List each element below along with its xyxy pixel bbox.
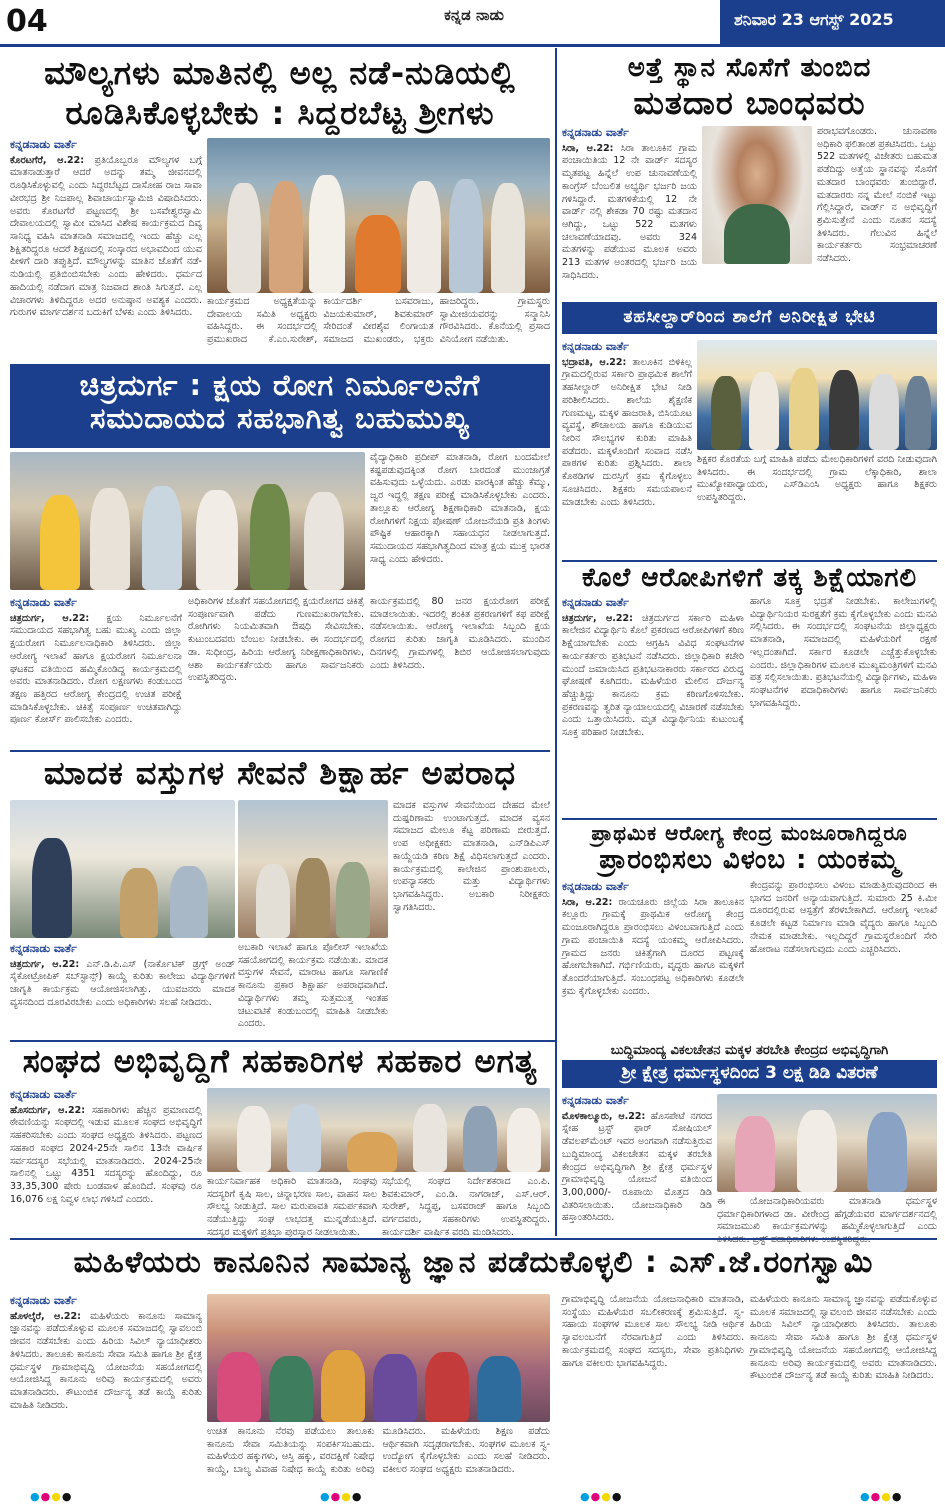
s4-body-left-text: ಕ್ಷಯ ನಿರ್ಮೂಲನೆಗೆ ಸಮುದಾಯದ ಸಹಭಾಗಿತ್ವ ಬಹು ಮುಖ್ಯ ಎಂದು ಜಿಲ್ಲಾ ಕ್ಷಯರೋಗ ನಿರ್ಮೂಲನಾಧಿಕಾರಿ ತಿಳಿಸಿದರು. ಜಿಲ್ಲಾ ಆರೋಗ್ಯ ಇಲಾಖೆ ಹಾಗೂ ಕ್ಷಯರೋಗ ನಿರ್ಮೂಲನಾ ಘಟಕದ ವತಿಯಿಂದ ಹಮ್ಮಿಕೊಂಡಿದ್ದ ಕಾರ್ಯಕ್ರಮದಲ್ಲಿ ಅವರು ಮಾತನಾಡಿದರು. ರೋಗ ಲಕ್ಷಣಗಳು ಕಂಡುಬಂದ ತಕ್ಷಣ ಹತ್ತಿರದ ಆರೋಗ್ಯ ಕೇಂದ್ರದಲ್ಲಿ ಉಚಿತ ಪರೀಕ್ಷೆ ಮಾಡಿಸಿಕೊಳ್ಳಬೇಕು. ಚಿಕಿತ್ಸೆ ಸಂಪೂರ್ಣ ಉಚಿತವಾಗಿದ್ದು ಪೂರ್ಣ ಕೋರ್ಸ್ ಪಾಲಿಸಬೇಕು ಎಂದರು. [10,612,182,726]
s1-body-left-text: ಪ್ರತಿಯೊಬ್ಬರೂ ಮೌಲ್ಯಗಳ ಬಗ್ಗೆ ಮಾತನಾಡುತ್ತಾರೆ ಆದರೆ ಅದನ್ನು ತಮ್ಮ ಜೀವನದಲ್ಲಿ ರೂಢಿಸಿಕೊಳ್ಳುವಲ್ಲಿ ಎಂದು ಸಿದ್ದರಬೆಟ್ಟದ ದಾಸೋಹ ರಾಜ ಸಾವಾ ವೀರಭದ್ರ ಶ್ರೀ ನಿಜಪಾಲ್ಲ ಶಿವಾಚಾರ್ಯಸ್ವಾಮಿಜಿ ವಿಷಾದಿಸಿದರು. ಅವರು ಕೊರಟಗೆರೆ ಪಟ್ಟಣದಲ್ಲಿ ಶ್ರೀ ಬಸವೇಶ್ವರಸ್ವಾಮಿ ದೇವಾಲಯದಲ್ಲಿ ಸ್ವಾಮೀ ಮಾಸಿದ ವಿಶೇಷ ಕಾರ್ಯಕ್ರಮದ ದಿವ್ಯ ಸಾನಿಧ್ಯ ವಹಿಸಿ ಮಾತನಾಡಿ ಸಮಾಜದಲ್ಲಿ ಇಂದು ಹೆಚ್ಚು ಎಲ್ಲ ಶಿಕ್ಷಿತರಿದ್ದರೂ ಆದರೆ ಶಿಕ್ಷಣದಲ್ಲಿ ಸಂಸ್ಕಾರದ ಅಭಾವದಿಂದ ಯುವ ಪೀಳಿಗೆ ದಾರಿ ತಪ್ಪುತ್ತಿದೆ. ಮೌಲ್ಯಗಳನ್ನು ಮಾತಿನ ಜೊತೆಗೆ ನಡೆ-ನುಡಿಯಲ್ಲಿ ಪ್ರತಿಬಿಂಬಿಸಬೇಕು ಎಂದು ಹೇಳಿದರು. ಧರ್ಮದ ಹಾದಿಯಲ್ಲಿ ನಡೆದಾಗ ಮಾತ್ರ ನಿಜವಾದ ಶಾಂತಿ ಸಿಗುತ್ತದೆ. ಎಲ್ಲ ವಿಚಾರಗಳು ತಿಳಿದಿದ್ದರೂ ಅದರ ಅನುಷ್ಠಾನ ಅವಶ್ಯಕ ಎಂದರು. ಗುರುಗಳ ಮಾರ್ಗದರ್ಶನ ಬದುಕಿಗೆ ಬೆಳಕು ಎಂದು ತಿಳಿಸಿದರು. [10,154,203,319]
s7-body-right: ಕೇಂದ್ರವನ್ನು ಪ್ರಾರಂಭಿಸಲು ವಿಳಂಬ ಮಾಡುತ್ತಿರುವುದರಿಂದ ಈ ಭಾಗದ ಜನರಿಗೆ ಅನ್ಯಾಯವಾಗುತ್ತಿದೆ. ಸುಮಾರು 25 ಕಿ.ಮೀ ದೂರದಲ್ಲಿರುವ ಆಸ್ಪತ್ರೆಗೆ ತೆರಳಬೇಕಾಗಿದೆ. ಆರೋಗ್ಯ ಇಲಾಖೆ ಕೂಡಲೇ ಕಟ್ಟಡ ನಿರ್ಮಾಣ ಮಾಡಿ ವೈದ್ಯರು ಹಾಗೂ ಸಿಬ್ಬಂದಿ ನೇಮಕ ಮಾಡಬೇಕು. ಇಲ್ಲದಿದ್ದರೆ ಗ್ರಾಮಸ್ಥರೊಂದಿಗೆ ಸೇರಿ ಹೋರಾಟ ನಡೆಸಲಾಗುವುದು ಎಂದು ಎಚ್ಚರಿಸಿದರು. [750,880,937,955]
s5-byline: ಕನ್ನಡನಾಡು ವಾರ್ತೆ [562,596,629,609]
s10-byline: ಕನ್ನಡನಾಡು ವಾರ್ತೆ [10,1294,77,1307]
s6-body-right: ಮಾದಕ ವಸ್ತುಗಳ ಸೇವನೆಯಿಂದ ದೇಹದ ಮೇಲೆ ದುಷ್ಪರಿಣಾಮ ಉಂಟಾಗುತ್ತದೆ. ಮಾದಕ ವ್ಯಸನ ಸಮಾಜದ ಮೇಲೂ ಕೆಟ್ಟ ಪರಿಣಾಮ ಬೀರುತ್ತದೆ. ಉಪ ಅಧೀಕ್ಷಕರು ಮಾತನಾಡಿ, ಎನ್‌ಡಿಪಿಎಸ್ ಕಾಯ್ದೆಯಡಿ ಕಠಿಣ ಶಿಕ್ಷೆ ವಿಧಿಸಲಾಗುತ್ತದೆ ಎಂದರು. ಕಾರ್ಯಕ್ರಮದಲ್ಲಿ ಕಾಲೇಜಿನ ಪ್ರಾಂಶುಪಾಲರು, ಉಪನ್ಯಾಸಕರು ಮತ್ತು ವಿದ್ಯಾರ್ಥಿಗಳು ಭಾಗವಹಿಸಿದ್ದರು. ಅಬಕಾರಿ ನಿರೀಕ್ಷಕರು ಸ್ವಾಗತಿಸಿದರು. [393,800,550,913]
s2-portrait [702,126,812,264]
s8-body-mid: ಕಾರ್ಯನಿರ್ವಾಹಕ ಅಧಿಕಾರಿ ಮಾತನಾಡಿ, ಸಂಘವು ಸದಸ್ಯರಿಗೆ ಕೃಷಿ ಸಾಲ, ಚಿನ್ನಾಭರಣ ಸಾಲ, ವಾಹನ ಸಾಲ ಸೌಲಭ್ಯ ನೀಡುತ್ತಿದೆ. ಸಾಲ ಮರುಪಾವತಿ ಸಮರ್ಪಕವಾಗಿ ನಡೆಯುತ್ತಿದ್ದು ಸಂಘ ಲಾಭದತ್ತ ಮುನ್ನಡೆಯುತ್ತಿದೆ. ಸದಸ್ಯರ ಮಕ್ಕಳಿಗೆ ಪ್ರತಿಭಾ ಪುರಸ್ಕಾರ ನೀಡಲಾಯಿತು. [207,1176,377,1238]
date-band [720,0,945,44]
s9-body-left [562,1094,712,1234]
s9-headline-line2: ಶ್ರೀ ಕ್ಷೇತ್ರ ಧರ್ಮಸ್ಥಳದಿಂದ 3 ಲಕ್ಷ ಡಿಡಿ ವಿತರಣೆ [621,1063,878,1083]
s10-body-left-text: ಮಹಿಳೆಯರು ಕಾನೂನು ಸಾಮಾನ್ಯ ಜ್ಞಾನವನ್ನು ಪಡೆದುಕೊಳ್ಳುವ ಮೂಲಕ ಸಮಾಜದಲ್ಲಿ ಸ್ವಾವಲಂಬಿ ಜೀವನ ನಡೆಸಬೇಕು ಎಂದು ಹಿರಿಯ ಸಿವಿಲ್ ನ್ಯಾಯಾಧೀಶರು ತಿಳಿಸಿದರು. ತಾಲೂಕು ಕಾನೂನು ಸೇವಾ ಸಮಿತಿ ಹಾಗೂ ಶ್ರೀ ಕ್ಷೇತ್ರ ಧರ್ಮಸ್ಥಳ ಗ್ರಾಮಾಭಿವೃದ್ಧಿ ಯೋಜನೆಯ ಸಹಯೋಗದಲ್ಲಿ ಆಯೋಜಿಸಿದ್ದ ಕಾನೂನು ಅರಿವು ಕಾರ್ಯಕ್ರಮದಲ್ಲಿ ಅವರು ಮಾತನಾಡಿದರು. ಕೌಟುಂಬಿಕ ದೌರ್ಜನ್ಯ ತಡೆ ಕಾಯ್ದೆ ಕುರಿತು ಮಾಹಿತಿ ನೀಡಿದರು. [10,1310,202,1411]
s6-photo-right [238,800,388,938]
s1-photo [207,138,550,293]
issue-date: ಶನಿವಾರ 23 ಆಗಸ್ಟ್ 2025 [734,10,894,29]
s10-body-bottom: ಉಚಿತ ಕಾನೂನು ನೆರವು ಪಡೆಯಲು ತಾಲೂಕು ಕಾನೂನು ಸೇವಾ ಸಮಿತಿಯನ್ನು ಸಂಪರ್ಕಿಸಬಹುದು. ಮಹಿಳೆಯರ ಹಕ್ಕುಗಳು, ಆಸ್ತಿ ಹಕ್ಕು, ವರದಕ್ಷಿಣೆ ನಿಷೇಧ ಕಾಯ್ದೆ, ಬಾಲ್ಯ ವಿವಾಹ ನಿಷೇಧ ಕಾಯ್ದೆ ಕುರಿತು ಅರಿವು ಮೂಡಿಸಿದರು. ಮಹಿಳೆಯರು ಶಿಕ್ಷಣ ಪಡೆದು ಆರ್ಥಿಕವಾಗಿ ಸದೃಢರಾಗಬೇಕು. ಸಂಘಗಳ ಮೂಲಕ ಸ್ವ-ಉದ್ಯೋಗ ಕೈಗೊಳ್ಳಬೇಕು ಎಂದು ಸಲಹೆ ನೀಡಿದರು. ವಕೀಲರ ಸಂಘದ ಅಧ್ಯಕ್ಷರು ಮಾತನಾಡಿದರು. [207,1426,550,1476]
s4-body-right-bottom: ಕಾರ್ಯಕ್ರಮದಲ್ಲಿ 80 ಜನರ ಕ್ಷಯರೋಗ ಪರೀಕ್ಷೆ ಮಾಡಲಾಯಿತು. ಇದರಲ್ಲಿ ಶಂಕಿತ ಪ್ರಕರಣಗಳಿಗೆ ಕಫ ಪರೀಕ್ಷೆ ನಡೆಸಲಾಯಿತು. ಆರೋಗ್ಯ ಇಲಾಖೆಯ ಸಿಬ್ಬಂದಿ ಕ್ಷಯ ರೋಗದ ಕುರಿತು ಜಾಗೃತಿ ಮೂಡಿಸಿದರು. ಮುಂದಿನ ದಿನಗಳಲ್ಲಿ ಗ್ರಾಮಗಳಲ್ಲಿ ಶಿಬಿರ ಆಯೋಜಿಸಲಾಗುವುದು ಎಂದು ತಿಳಿಸಿದರು. [370,596,550,671]
column-divider-lower [555,1040,557,1236]
s3-dateline: ಭದ್ರಾವತಿ, ಆ.22: [562,356,627,368]
s4-byline: ಕನ್ನಡನಾಡು ವಾರ್ತೆ [10,596,77,609]
s6-byline: ಕನ್ನಡನಾಡು ವಾರ್ತೆ [10,942,77,955]
s1-body-bottom: ಕಾರ್ಯಕ್ರಮದ ಅಧ್ಯಕ್ಷತೆಯನ್ನು ದೇವಾಲಯ ಸಮಿತಿ ಅಧ್ಯಕ್ಷರು ವಹಿಸಿದ್ದರು. ಈ ಸಂದರ್ಭದಲ್ಲಿ ಪ್ರಮುಖರಾದ ಕೆ.ಎಂ.ಸುರೇಶ್, ಕಾರ್ಯದರ್ಶಿ ಬಸವರಾಜು, ವಿಜಯಕುಮಾರ್, ಶಿವಕುಮಾರ್ ಸೇರಿದಂತೆ ವೀರಶೈವ ಲಿಂಗಾಯತ ಸಮಾಜದ ಮುಖಂಡರು, ಭಕ್ತರು ಹಾಜರಿದ್ದರು. ಗ್ರಾಮಸ್ಥರು ಸ್ವಾಮೀಜಿಯವರನ್ನು ಸನ್ಮಾನಿಸಿ ಗೌರವಿಸಿದರು. ಕೊನೆಯಲ್ಲಿ ಪ್ರಸಾದ ವಿನಿಯೋಗ ನಡೆಯಿತು. [207,296,550,346]
s7-headline-line2: ಪ್ರಾರಂಭಿಸಲು ವಿಳಂಬ : ಯಂಕಮ್ಮ [599,845,900,875]
s8-headline: ಸಂಘದ ಅಭಿವೃದ್ದಿಗೆ ಸಹಕಾರಿಗಳ ಸಹಕಾರ ಅಗತ್ಯ [22,1042,538,1080]
s10-body-col3: ಗ್ರಾಮಾಭಿವೃದ್ಧಿ ಯೋಜನೆಯ ಯೋಜನಾಧಿಕಾರಿ ಮಾತನಾಡಿ, ಸಂಸ್ಥೆಯು ಮಹಿಳೆಯರ ಸಬಲೀಕರಣಕ್ಕೆ ಶ್ರಮಿಸುತ್ತಿದೆ. ಸ್ವ-ಸಹಾಯ ಸಂಘಗಳ ಮೂಲಕ ಸಾಲ ಸೌಲಭ್ಯ ನೀಡಿ ಆರ್ಥಿಕ ಸ್ವಾವಲಂಬನೆಗೆ ನೆರವಾಗುತ್ತಿದೆ ಎಂದು ತಿಳಿಸಿದರು. ಕಾರ್ಯಕ್ರಮದಲ್ಲಿ ಸಂಘದ ಸದಸ್ಯರು, ಸೇವಾ ಪ್ರತಿನಿಧಿಗಳು ಹಾಗೂ ವಕೀಲರು ಭಾಗವಹಿಸಿದ್ದರು. [562,1294,744,1369]
s2-headline-line2: ಮತದಾರ ಬಾಂಧವರು [633,84,866,122]
s9-headline-band [562,1060,937,1088]
registration-marks-center-left: ●●●● [320,1490,363,1503]
s6-headline: ಮಾದಕ ವಸ್ತುಗಳ ಸೇವನೆ ಶಿಕ್ಷಾರ್ಹ ಅಪರಾಧ [43,754,517,792]
s2-body-right: ಪರಾಭವಗೊಂಡರು. ಚುನಾವಣಾ ಅಧಿಕಾರಿ ಫಲಿತಾಂಶ ಪ್ರಕಟಿಸಿದರು. ಒಟ್ಟು 522 ಮತಗಳಲ್ಲಿ ವಿಜೇತರು ಬಹುಮತ ಪಡೆದಿದ್ದು ಅತ್ತೆಯ ಸ್ಥಾನವನ್ನು ಸೊಸೆಗೆ ಮತದಾರ ಬಾಂಧವರು ತುಂಬಿದ್ದಾರೆ. ಮತದಾರರು ನನ್ನ ಮೇಲೆ ನಂಬಿಕೆ ಇಟ್ಟು ಗೆಲ್ಲಿಸಿದ್ದಾರೆ, ವಾರ್ಡ್ ನ ಅಭಿವೃದ್ಧಿಗೆ ಶ್ರಮಿಸುತ್ತೇನೆ ಎಂದು ನೂತನ ಸದಸ್ಯೆ ತಿಳಿಸಿದರು. ಗೆಲುವಿನ ಹಿನ್ನೆಲೆ ಕಾರ್ಯಕರ್ತರು ಸಂಭ್ರಮಾಚರಣೆ ನಡೆಸಿದರು. [817,126,937,265]
s7-body-left [562,880,744,1036]
s1-body-left [10,138,202,358]
s7-byline: ಕನ್ನಡನಾಡು ವಾರ್ತೆ [562,880,629,893]
s1-headline-line1: ಮೌಲ್ಯಗಳು ಮಾತಿನಲ್ಲಿ ಅಲ್ಲ ನಡೆ-ನುಡಿಯಲ್ಲಿ [44,54,516,92]
s4-body-left [10,596,182,746]
s3-photo [697,340,937,450]
registration-marks-left: ●●●● [30,1490,73,1503]
s3-headline: ತಹಸೀಲ್ದಾರ್‌ರಿಂದ ಶಾಲೆಗೆ ಅನಿರೀಕ್ಷಿತ ಭೇಟಿ [623,307,876,327]
s10-top-rule [10,1238,937,1240]
s2-byline: ಕನ್ನಡನಾಡು ವಾರ್ತೆ [562,126,629,139]
s4-body-right-top: ವೈದ್ಯಾಧಿಕಾರಿ ಪ್ರದೀಪ್ ಮಾತನಾಡಿ, ರೋಗ ಬಂದಮೇಲೆ ಕಷ್ಟಪಡುವುದಕ್ಕಿಂತ ರೋಗ ಬಾರದಂತೆ ಮುಂಜಾಗ್ರತೆ ವಹಿಸುವುದು ಒಳ್ಳೆಯದು. ಎರಡು ವಾರಕ್ಕಿಂತ ಹೆಚ್ಚು ಕೆಮ್ಮು, ಜ್ವರ ಇದ್ದಲ್ಲಿ ತಕ್ಷಣ ಪರೀಕ್ಷೆ ಮಾಡಿಸಿಕೊಳ್ಳಬೇಕು ಎಂದರು. ತಾಲ್ಲೂಕು ಆರೋಗ್ಯ ಶಿಕ್ಷಣಾಧಿಕಾರಿ ಮಾತನಾಡಿ, ಕ್ಷಯ ರೋಗಿಗಳಿಗೆ ನಿಕ್ಷಯ ಪೋಷಣ್ ಯೋಜನೆಯಡಿ ಪ್ರತಿ ತಿಂಗಳು ಪೌಷ್ಟಿಕ ಆಹಾರಕ್ಕಾಗಿ ಸಹಾಯಧನ ನೀಡಲಾಗುತ್ತದೆ. ಸಮುದಾಯದ ಸಹಭಾಗಿತ್ವದಿಂದ ಮಾತ್ರ ಕ್ಷಯ ಮುಕ್ತ ಭಾರತ ಸಾಧ್ಯ ಎಂದು ಹೇಳಿದರು. [370,452,550,565]
registration-marks-right: ●●●● [860,1490,903,1503]
s9-body-left-text: ಹೊಸಪೇಟೆ ನಗರದ ಸ್ನೇಹ ಟ್ರಸ್ಟ್ ಫಾರ್ ಸೋಷಿಯಲ್ ಡೆವಲಪ್‌ಮೆಂಟ್ ಇವರ ಅಂಗವಾಗಿ ನಡೆಸುತ್ತಿರುವ ಬುದ್ಧಿಮಾಂದ್ಯ ವಿಕಲಚೇತನ ಮಕ್ಕಳ ತರಬೇತಿ ಕೇಂದ್ರದ ಅಭಿವೃದ್ಧಿಗಾಗಿ ಶ್ರೀ ಕ್ಷೇತ್ರ ಧರ್ಮಸ್ಥಳ ಗ್ರಾಮಾಭಿವೃದ್ಧಿ ಯೋಜನೆ ವತಿಯಿಂದ 3,00,000/- ರೂಪಾಯಿ ಮೊತ್ತದ ಡಿಡಿ ವಿತರಿಸಲಾಯಿತು. ಯೋಜನಾಧಿಕಾರಿ ಡಿಡಿ ಹಸ್ತಾಂತರಿಸಿದರು. [562,1110,712,1224]
s4-photo [10,452,365,590]
s3-body-left [562,340,692,556]
s3-headline-band [562,302,937,334]
s5-body-left [562,596,744,816]
s7-body-left-text: ರಾಯಚೂರು ಜಿಲ್ಲೆಯ ಸಿರಾ ತಾಲೂಕಿನ ಕಲ್ಲೂರು ಗ್ರಾಮಕ್ಕೆ ಪ್ರಾಥಮಿಕ ಆರೋಗ್ಯ ಕೇಂದ್ರ ಮಂಜೂರಾಗಿದ್ದರೂ ಪ್ರಾರಂಭಿಸಲು ವಿಳಂಬವಾಗುತ್ತಿದೆ ಎಂದು ಗ್ರಾಮ ಪಂಚಾಯಿತಿ ಸದಸ್ಯೆ ಯಂಕಮ್ಮ ಆರೋಪಿಸಿದರು. ಗ್ರಾಮದ ಜನರು ಚಿಕಿತ್ಸೆಗಾಗಿ ದೂರದ ಪಟ್ಟಣಕ್ಕೆ ಹೋಗಬೇಕಾಗಿದೆ. ಗರ್ಭಿಣಿಯರು, ವೃದ್ಧರು ಹಾಗೂ ಮಕ್ಕಳಿಗೆ ತೊಂದರೆಯಾಗುತ್ತಿದೆ. ಸಂಬಂಧಪಟ್ಟ ಅಧಿಕಾರಿಗಳು ಕೂಡಲೇ ಕ್ರಮ ಕೈಗೊಳ್ಳಬೇಕು ಎಂದರು. [562,896,744,997]
s10-body-col4-text: ಮಹಿಳೆಯರು ಕಾನೂನು ಸಾಮಾನ್ಯ ಜ್ಞಾನವನ್ನು ಪಡೆದುಕೊಳ್ಳುವ ಮೂಲಕ ಸಮಾಜದಲ್ಲಿ ಸ್ವಾವಲಂಬಿ ಜೀವನ ನಡೆಸಬೇಕು ಎಂದು ಹಿರಿಯ ಸಿವಿಲ್ ನ್ಯಾಯಾಧೀಶರು ತಿಳಿಸಿದರು. ತಾಲೂಕು ಕಾನೂನು ಸೇವಾ ಸಮಿತಿ ಹಾಗೂ ಶ್ರೀ ಕ್ಷೇತ್ರ ಧರ್ಮಸ್ಥಳ ಗ್ರಾಮಾಭಿವೃದ್ಧಿ ಯೋಜನೆಯ ಸಹಯೋಗದಲ್ಲಿ ಆಯೋಜಿಸಿದ್ದ ಕಾನೂನು ಅರಿವು ಕಾರ್ಯಕ್ರಮದಲ್ಲಿ ಅವರು ಮಾತನಾಡಿದರು. ಕೌಟುಂಬಿಕ ದೌರ್ಜನ್ಯ ತಡೆ ಕಾಯ್ದೆ ಕುರಿತು ಮಾಹಿತಿ ನೀಡಿದರು. [750,1294,937,1382]
s9-photo [717,1094,937,1192]
s8-photo [207,1088,550,1172]
s6-body-left-text: ಎನ್.ಡಿ.ಪಿ.ಎಸ್ (ನಾರ್ಕೊಟಿಕ್ ಡ್ರಗ್ಸ್ ಅಂಡ್ ಸೈಕೋಟ್ರೋಪಿಕ್ ಸಬ್‌ಸ್ಟಾನ್ಸ್) ಕಾಯ್ದೆ ಕುರಿತು ಕಾಲೇಜು ವಿದ್ಯಾರ್ಥಿಗಳಿಗೆ ಜಾಗೃತಿ ಕಾರ್ಯಕ್ರಮ ಆಯೋಜಿಸಲಾಗಿತ್ತು. ಯುವಜನರು ಮಾದಕ ವ್ಯಸನದಿಂದ ದೂರವಿರಬೇಕು ಎಂದು ಅಧಿಕಾರಿಗಳು ಸಲಹೆ ನೀಡಿದರು. [10,958,235,1008]
s5-headline: ಕೊಲೆ ಆರೋಪಿಗಳಿಗೆ ತಕ್ಕ ಶಿಕ್ಷೆಯಾಗಲಿ [581,563,918,593]
s8-body-left-text: ಸಹಕಾರಿಗಳು ಹೆಚ್ಚಿನ ಪ್ರಮಾಣದಲ್ಲಿ ಠೇವಣಿಯನ್ನು ಸಂಘದಲ್ಲಿ ಇಡುವ ಮೂಲಕ ಸಂಘದ ಅಭಿವೃದ್ಧಿಗೆ ಸಹಕರಿಸಬೇಕು ಎಂದು ಸಂಘದ ಅಧ್ಯಕ್ಷರು ತಿಳಿಸಿದರು. ಪಟ್ಟಣದ ಸಹಕಾರ ಸಂಘದ 2024-25ನೇ ಸಾಲಿನ 13ನೇ ವಾರ್ಷಿಕ ಸರ್ವಸದಸ್ಯರ ಸಭೆಯಲ್ಲಿ ಮಾತನಾಡಿದರು. 2024-25ನೇ ಸಾಲಿನಲ್ಲಿ ಒಟ್ಟು 4351 ಸದಸ್ಯರನ್ನು ಹೊಂದಿದ್ದು, ರೂ 33,35,300 ಷೇರು ಬಂಡವಾಳ ಹೊಂದಿದೆ. ಸಂಘವು ರೂ 16,076 ಲಕ್ಷ ನಿವ್ವಳ ಲಾಭ ಗಳಿಸಿದೆ ಎಂದರು. [10,1104,202,1205]
header-rule [0,44,945,47]
s10-dateline: ಹೊಳಲ್ಕೆರೆ, ಆ.22: [10,1310,81,1322]
masthead: ಕನ್ನಡ ನಾಡು [444,6,504,24]
s7-top-rule [562,818,937,820]
s3-byline: ಕನ್ನಡನಾಡು ವಾರ್ತೆ [562,340,629,353]
s5-dateline: ಚಿತ್ರದುರ್ಗ, ಆ.22: [562,612,633,624]
s5-body-right: ಹಾಗೂ ಸೂಕ್ತ ಭದ್ರತೆ ನೀಡಬೇಕು. ಕಾಲೇಜುಗಳಲ್ಲಿ ವಿದ್ಯಾರ್ಥಿನಿಯರ ಸುರಕ್ಷತೆಗೆ ಕ್ರಮ ಕೈಗೊಳ್ಳಬೇಕು ಎಂದು ಮನವಿ ಸಲ್ಲಿಸಿದರು. ಈ ಸಂದರ್ಭದಲ್ಲಿ ಸಂಘಟನೆಯ ಜಿಲ್ಲಾಧ್ಯಕ್ಷರು ಮಾತನಾಡಿ, ಸಮಾಜದಲ್ಲಿ ಮಹಿಳೆಯರಿಗೆ ರಕ್ಷಣೆ ಇಲ್ಲದಂತಾಗಿದೆ. ಸರ್ಕಾರ ಕೂಡಲೇ ಎಚ್ಚೆತ್ತುಕೊಳ್ಳಬೇಕು ಎಂದರು. ಜಿಲ್ಲಾಧಿಕಾರಿಗಳ ಮೂಲಕ ಮುಖ್ಯಮಂತ್ರಿಗಳಿಗೆ ಮನವಿ ಪತ್ರ ಸಲ್ಲಿಸಲಾಯಿತು. ಪ್ರತಿಭಟನೆಯಲ್ಲಿ ವಿದ್ಯಾರ್ಥಿಗಳು, ಮಹಿಳಾ ಸಂಘಟನೆಗಳ ಪದಾಧಿಕಾರಿಗಳು ಹಾಗೂ ಸಾರ್ವಜನಿಕರು ಭಾಗವಹಿಸಿದ್ದರು. [750,596,938,709]
s8-body-left [10,1088,202,1234]
print-footer [0,1484,945,1507]
s5-body-left-text: ಚಿತ್ರದುರ್ಗದ ಸರ್ಕಾರಿ ಮಹಿಳಾ ಕಾಲೇಜಿನ ವಿದ್ಯಾರ್ಥಿನಿ ಕೊಲೆ ಪ್ರಕರಣದ ಆರೋಪಿಗಳಿಗೆ ಕಠಿಣ ಶಿಕ್ಷೆಯಾಗಬೇಕು ಎಂದು ಆಗ್ರಹಿಸಿ ವಿವಿಧ ಸಂಘಟನೆಗಳ ಕಾರ್ಯಕರ್ತರು ಪ್ರತಿಭಟನೆ ನಡೆಸಿದರು. ಜಿಲ್ಲಾಧಿಕಾರಿ ಕಚೇರಿ ಮುಂದೆ ಜಮಾಯಿಸಿದ ಪ್ರತಿಭಟನಾಕಾರರು ಸರ್ಕಾರದ ವಿರುದ್ಧ ಘೋಷಣೆ ಕೂಗಿದರು. ಮಹಿಳೆಯರ ಮೇಲಿನ ದೌರ್ಜನ್ಯ ಹೆಚ್ಚುತ್ತಿದ್ದು ಕಾನೂನು ಕ್ರಮ ಕಠಿಣಗೊಳಿಸಬೇಕು. ಪ್ರಕರಣವನ್ನು ತ್ವರಿತ ನ್ಯಾಯಾಲಯದಲ್ಲಿ ವಿಚಾರಣೆ ನಡೆಸಬೇಕು ಎಂದು ಒತ್ತಾಯಿಸಿದರು. ಮೃತ ವಿದ್ಯಾರ್ಥಿನಿಯ ಕುಟುಂಬಕ್ಕೆ ಸೂಕ್ತ ಪರಿಹಾರ ನೀಡಬೇಕು. [562,612,744,739]
s1-byline: ಕನ್ನಡನಾಡು ವಾರ್ತೆ [10,138,77,151]
s6-photo-left [10,800,235,938]
s6-body-left [10,942,235,1036]
s4-headline-line2: ಸಮುದಾಯದ ಸಹಭಾಗಿತ್ವ ಬಹುಮುಖ್ಯ [90,401,470,436]
s2-body-left-text: ಸಿರಾ ತಾಲೂಕಿನ ಗ್ರಾಮ ಪಂಚಾಯಿತಿಯ 12 ನೇ ವಾರ್ಡ್ ಸದಸ್ಯರ ಮೃತಪಟ್ಟ ಹಿನ್ನೆಲೆ ಉಪ ಚುನಾವಣೆಯಲ್ಲಿ ಕಾಂಗ್ರೆಸ್ ಬೆಂಬಲಿತ ಅಭ್ಯರ್ಥಿ ಭರ್ಜರಿ ಜಯ ಗಳಿಸಿದ್ದಾರೆ. ಮತಗಳಿಕೆಯಲ್ಲಿ 12 ನೇ ವಾರ್ಡ್ ನಲ್ಲಿ ಶೇಕಡಾ 70 ರಷ್ಟು ಮತದಾನ ಆಗಿದ್ದು, ಒಟ್ಟು 522 ಮತಗಳು ಚಲಾವಣೆಯಾದವು. ಅವರು 324 ಮತಗಳನ್ನು ಪಡೆಯುವ ಮೂಲಕ ಅವರು 213 ಮತಗಳ ಅಂತರದಲ್ಲಿ ಭರ್ಜರಿ ಜಯ ಸಾಧಿಸಿದರು. [562,142,697,281]
s10-body-col4 [750,1294,937,1480]
s8-byline: ಕನ್ನಡನಾಡು ವಾರ್ತೆ [10,1088,77,1101]
s4-headline-band [10,364,550,448]
s1-headline-line2: ರೂಡಿಸಿಕೊಳ್ಳಬೇಕು : ಸಿದ್ದರಬೆಟ್ಟ ಶ್ರೀಗಳು [65,94,495,132]
s9-body-right: ಈ ಯೋಜನಾಧಿಕಾರಿಯವರು ಮಾತನಾಡಿ ಧರ್ಮಸ್ಥಳ ಧರ್ಮಾಧಿಕಾರಿಗಳಾದ ಡಾ. ವೀರೇಂದ್ರ ಹೆಗ್ಗಡೆಯವರ ಮಾರ್ಗದರ್ಶನದಲ್ಲಿ ಸಮಾಜಮುಖಿ ಕಾರ್ಯಕ್ರಮಗಳನ್ನು ಹಮ್ಮಿಕೊಳ್ಳಲಾಗುತ್ತಿದೆ ಎಂದು [717,1196,937,1233]
s8-dateline: ಹೊಸದುರ್ಗ, ಆ.22: [10,1104,86,1116]
s2-dateline: ಸಿರಾ, ಆ.22: [562,142,614,154]
s10-body-left [10,1294,202,1480]
s6-dateline: ಚಿತ್ರದುರ್ಗ, ಆ.22: [10,958,80,970]
s5-top-rule [562,560,937,562]
s6-body-mid: ಅಬಕಾರಿ ಇಲಾಖೆ ಹಾಗೂ ಪೊಲೀಸ್ ಇಲಾಖೆಯ ಸಹಯೋಗದಲ್ಲಿ ಕಾರ್ಯಕ್ರಮ ನಡೆಯಿತು. ಮಾದಕ ವಸ್ತುಗಳ ಸೇವನೆ, ಮಾರಾಟ ಹಾಗೂ ಸಾಗಾಣಿಕೆ ಕಾನೂನು ಪ್ರಕಾರ ಶಿಕ್ಷಾರ್ಹ ಅಪರಾಧವಾಗಿದೆ. ವಿದ್ಯಾರ್ಥಿಗಳು ತಮ್ಮ ಸುತ್ತಮುತ್ತ ಇಂತಹ ಚಟುವಟಿಕೆ ಕಂಡುಬಂದಲ್ಲಿ ಮಾಹಿತಿ ನೀಡಬೇಕು ಎಂದರು. [238,942,388,1030]
s9-headline-line1: ಬುದ್ಧಿಮಾಂದ್ಯ ವಿಕಲಚೇತನ ಮಕ್ಕಳ ತರಬೇತಿ ಕೇಂದ್ರದ ಅಭಿವೃದ್ಧಿಗಾಗಿ [610,1043,889,1058]
registration-marks-center-right: ●●●● [580,1490,623,1503]
s8-body-right: ಸಭೆಯಲ್ಲಿ ಸಂಘದ ನಿರ್ದೇಶಕರಾದ ಎಂ.ಪಿ. ಶಿವಕುಮಾರ್, ಎಂ.ಡಿ. ನಾಗರಾಜ್, ಎಸ್.ಆರ್. ಸುರೇಶ್, ಸಿದ್ದಪ್ಪ, ಬಸವರಾಜ್ ಹಾಗೂ ಸಿಬ್ಬಂದಿ ವರ್ಗದವರು, ಸಹಕಾರಿಗಳು ಉಪಸ್ಥಿತರಿದ್ದರು. ಕಾರ್ಯದರ್ಶಿ ವಾರ್ಷಿಕ ವರದಿ ಮಂಡಿಸಿದರು. [382,1176,550,1238]
s2-headline-line1: ಅತ್ತೆ ಸ್ಥಾನ ಸೊಸೆಗೆ ತುಂಬಿದ [627,53,872,83]
s9-byline: ಕನ್ನಡನಾಡು ವಾರ್ತೆ [562,1094,629,1107]
s10-headline: ಮಹಿಳೆಯರು ಕಾನೂನಿನ ಸಾಮಾನ್ಯ ಜ್ಞಾನ ಪಡೆದುಕೊಳ್ಳಲಿ : ಎಸ್.ಜೆ.ರಂಗಸ್ವಾಮಿ [73,1245,874,1280]
page-number: 04 [6,4,48,39]
s4-body-mid: ಅಧಿಕಾರಿಗಳ ಜೊತೆಗೆ ಸಹಯೋಗದಲ್ಲಿ ಕ್ಷಯರೋಗದ ಚಿಕಿತ್ಸೆ ಸಂಪೂರ್ಣವಾಗಿ ಪಡೆದು ಗುಣಮುಖರಾಗಬೇಕು. ರೋಗಿಗಳು ನಿಯಮಿತವಾಗಿ ಔಷಧಿ ಸೇವಿಸಬೇಕು. ಕುಟುಂಬದವರು ಬೆಂಬಲ ನೀಡಬೇಕು. ಈ ಸಂದರ್ಭದಲ್ಲಿ ಡಾ. ಸುಧೀಂದ್ರ, ಹಿರಿಯ ಆರೋಗ್ಯ ನಿರೀಕ್ಷಣಾಧಿಕಾರಿಗಳು, ಆಶಾ ಕಾರ್ಯಕರ್ತೆಯರು ಹಾಗೂ ಸಾರ್ವಜನಿಕರು ಉಪಸ್ಥಿತರಿದ್ದರು. [188,596,364,684]
s10-photo [207,1294,550,1422]
s4-headline-line1: ಚಿತ್ರದುರ್ಗ : ಕ್ಷಯ ರೋಗ ನಿರ್ಮೂಲನೆಗೆ [79,368,481,402]
s7-dateline: ಸಿರಾ, ಆ.22: [562,896,613,908]
column-divider [555,48,557,1041]
s3-body-right: ಶಿಕ್ಷಕರ ಕೊರತೆಯ ಬಗ್ಗೆ ಮಾಹಿತಿ ಪಡೆದು ಮೇಲಧಿಕಾರಿಗಳಿಗೆ ವರದಿ ನೀಡುವುದಾಗಿ ತಿಳಿಸಿದರು. ಈ ಸಂದರ್ಭದಲ್ಲಿ ಗ್ರಾಮ ಲೆಕ್ಕಾಧಿಕಾರಿ, ಶಾಲಾ ಮುಖ್ಯೋಪಾಧ್ಯಾಯರು, ಎಸ್‌ಡಿಎಂಸಿ ಅಧ್ಯಕ್ಷರು ಹಾಗೂ ಶಿಕ್ಷಕರು ಉಪಸ್ಥಿತರಿದ್ದರು. [697,454,937,504]
s3-body-left-text: ತಾಲೂಕಿನ ಬಿಳಿಕಿಲ್ಲ ಗ್ರಾಮದಲ್ಲಿರುವ ಸರ್ಕಾರಿ ಪ್ರಾಥಮಿಕ ಶಾಲೆಗೆ ತಹಸೀಲ್ದಾರ್ ಅನಿರೀಕ್ಷಿತ ಭೇಟಿ ನೀಡಿ ಪರಿಶೀಲಿಸಿದರು. ಶಾಲೆಯ ಶೈಕ್ಷಣಿಕ ಗುಣಮಟ್ಟ, ಮಕ್ಕಳ ಹಾಜರಾತಿ, ಬಿಸಿಯೂಟ ವ್ಯವಸ್ಥೆ, ಶೌಚಾಲಯ ಹಾಗೂ ಕುಡಿಯುವ ನೀರಿನ ಸೌಲಭ್ಯಗಳ ಕುರಿತು ಮಾಹಿತಿ ಪಡೆದರು. ಮಕ್ಕಳೊಂದಿಗೆ ಸಂವಾದ ನಡೆಸಿ ಪಾಠಗಳ ಕುರಿತು ಪ್ರಶ್ನಿಸಿದರು. ಶಾಲಾ ಕೊಠಡಿಗಳ ದುರಸ್ತಿಗೆ ಕ್ರಮ ಕೈಗೊಳ್ಳಲು ಸೂಚಿಸಿದರು. ಶಿಕ್ಷಕರು ಸಮಯಪಾಲನೆ ಮಾಡಬೇಕು ಎಂದು ತಿಳಿಸಿದರು. [562,356,692,508]
s2-body-left [562,126,697,296]
s4-dateline: ಚಿತ್ರದುರ್ಗ, ಆ.22: [10,612,90,624]
s9-dateline: ಮೊಳಕಾಲ್ಮೂರು, ಆ.22: [562,1110,646,1122]
s1-dateline: ಕೊರಟಗೆರೆ, ಆ.22: [10,154,85,166]
s6-top-rule [10,750,550,752]
page-header [0,0,945,50]
s7-headline-line1: ಪ್ರಾಥಮಿಕ ಆರೋಗ್ಯ ಕೇಂದ್ರ ಮಂಜೂರಾಗಿದ್ದರೂ [591,821,908,845]
